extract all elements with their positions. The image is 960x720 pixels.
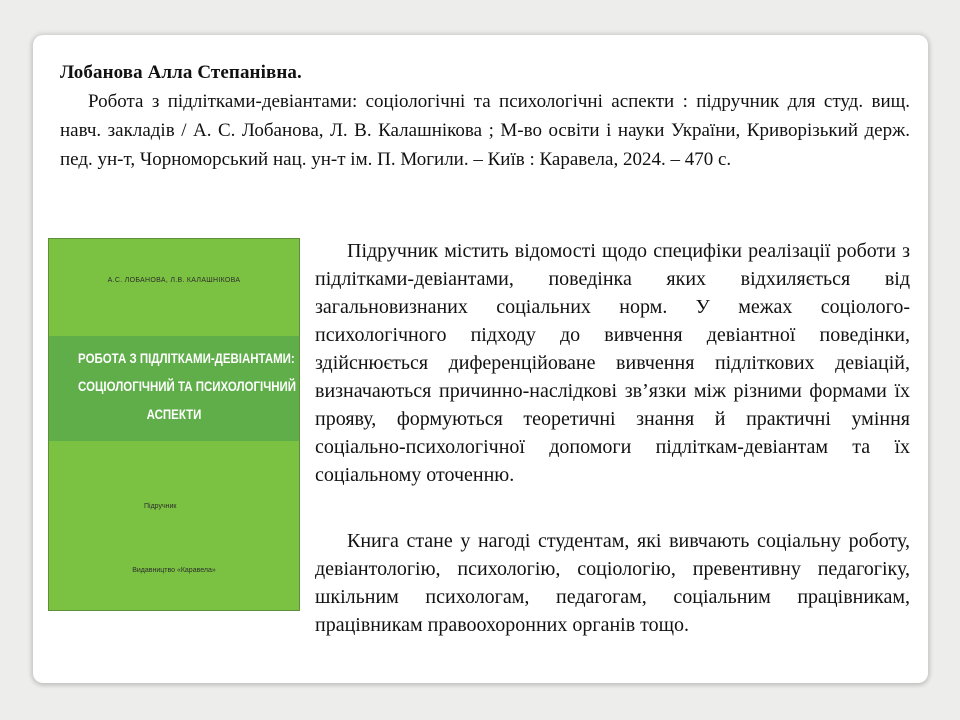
cover-book-type: Підручник xyxy=(144,503,177,510)
bibliographic-description: Робота з підлітками-девіантами: соціологічні та психологічні аспекти : підручник для студ. вищ. навч. закладів / А. С. Лобанова, Л. В. Калашнікова ; М-во освіти і науки України, Криворізький держ. пед. ун-т, Чорноморський нац. ун-т ім. П. Могили. – Київ : Каравела, 2024. – 470 с. xyxy=(60,91,910,170)
cover-title-line: СОЦІОЛОГІЧНИЙ ТА ПСИХОЛОГІЧНИЙ xyxy=(78,378,297,394)
description-paragraph-2: Книга стане у нагоді студентам, які вивчають соціальну роботу, девіантологію, психологію, соціологію, превентивну педагогіку, шкільним психологам, педагогам, соціальним працівникам, працівникам правоохоронних органів тощо. xyxy=(315,530,910,636)
cover-title-line: АСПЕКТИ xyxy=(146,406,202,422)
cover-title-line: РОБОТА З ПІДЛІТКАМИ-ДЕВІАНТАМИ: xyxy=(78,350,295,366)
author-name: Лобанова Алла Степанівна. xyxy=(60,62,302,83)
book-cover xyxy=(48,238,300,611)
description-paragraph-1: Підручник містить відомості щодо специфіки реалізації роботи з підлітками-девіантами, поведінка яких відхиляється від загальновизнаних соціальних норм. У межах соціолого-психологічного підходу до вивчення девіантної поведінки, здійснюється диференційоване вивчення підліткових девіацій, визначаються причинно-наслідкові зв’язки між різними формами їх прояву, формуються теоретичні знання й практичні уміння соціально-психологічної допомоги підліткам-девіантам та їх соціальному оточенню. xyxy=(315,240,910,486)
cover-title-band xyxy=(49,336,299,441)
cover-authors: А.С. ЛОБАНОВА, Л.В. КАЛАШНІКОВА xyxy=(107,277,241,284)
cover-publisher: Видавництво «Каравела» xyxy=(132,567,216,574)
cover-title xyxy=(78,344,297,428)
